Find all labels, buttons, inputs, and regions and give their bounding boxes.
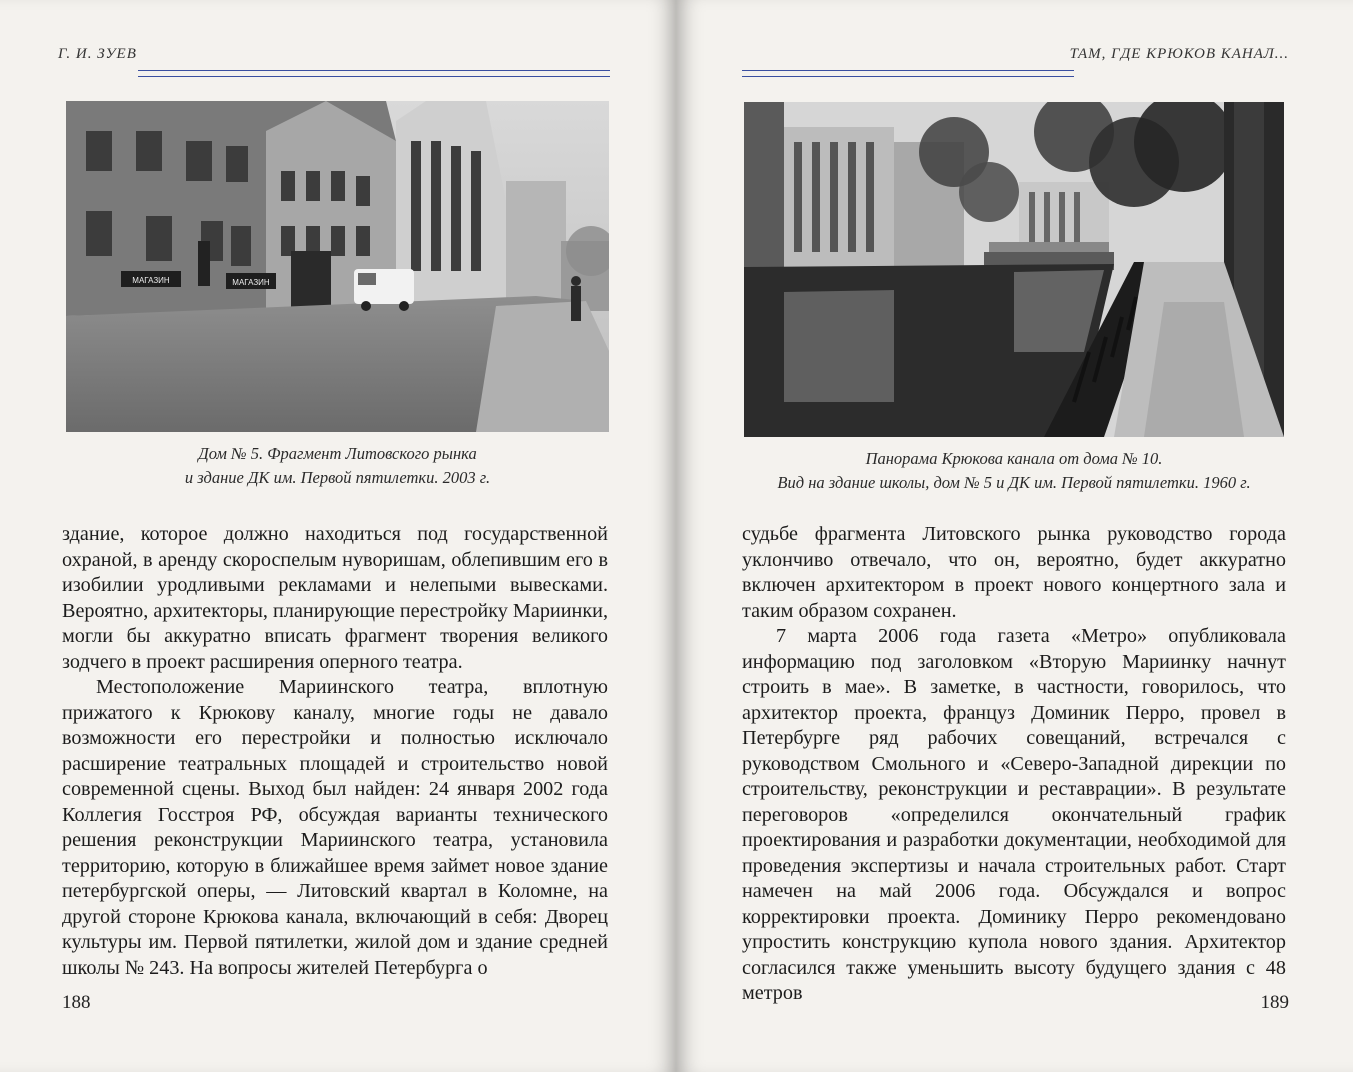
- photo-street-market: [66, 101, 609, 432]
- caption-line: и здание ДК им. Первой пятилетки. 2003 г.: [184, 468, 491, 487]
- body-text-right: [742, 522, 1286, 1007]
- right-page: [676, 0, 1353, 1072]
- header-rule-thin: [138, 76, 610, 77]
- photo-street-market-drawing: [66, 101, 609, 432]
- paragraph: 7 марта 2006 года газета «Метро» опубликовала информацию под заголовком «Вторую Мариинку начнут строить в мае». В заметке, в частности, говорилось, что архитектор проекта, француз Доминик Перро, провел в Петербурге ряд рабочих совещаний, встречался с руководством Смольного и «Северо-Западной дирекции по строительству, реконструкции и реставрации». В результате переговоров «определился окончательный график проектирования и разработки документации, необходимой для проведения экспертизы и начала строительных работ. Старт намечен на май 2006 года. Обсуждался и вопрос корректировки проекта. Доминику Перро рекомендовано упростить конструкцию купола нового здания. Архитектор согласился также уменьшить высоту будущего здания с 48 метров: [742, 625, 1286, 1004]
- photo-caption-right: [744, 447, 1284, 495]
- body-text-left: [62, 522, 608, 981]
- header-rule: [138, 70, 610, 71]
- shop-sign-2: МАГАЗИН: [232, 278, 270, 287]
- photo-kryukov-canal: [744, 102, 1284, 437]
- header-rule: [742, 70, 1074, 71]
- running-head-chapter: ТАМ, ГДЕ КРЮКОВ КАНАЛ...: [1069, 46, 1289, 62]
- paragraph: здание, которое должно находиться под государственной охраной, в аренду скороспелым нуворишам, облепившим его в изобилии уродливыми рекламами и нелепыми вывесками. Вероятно, архитекторы, планирующие перестройку Мариинки, могли бы аккуратно вписать фрагмент творения великого зодчего в проект расширения оперного театра.: [62, 523, 608, 673]
- running-head-author: Г. И. ЗУЕВ: [58, 46, 137, 62]
- caption-line: Дом № 5. Фрагмент Литовского рынка: [198, 444, 477, 463]
- caption-line: Вид на здание школы, дом № 5 и ДК им. Первой пятилетки. 1960 г.: [777, 473, 1251, 492]
- caption-line: Панорама Крюкова канала от дома № 10.: [865, 449, 1163, 468]
- left-page: [0, 0, 676, 1072]
- page-number-right: 189: [1260, 992, 1289, 1013]
- photo-caption-left: [66, 442, 609, 490]
- page-number-left: 188: [62, 992, 91, 1013]
- paragraph: Местоположение Мариинского театра, вплотную прижатого к Крюкову каналу, многие годы не давало возможности его перестройки и полностью исключало расширение театральных площадей и строительство новой современной сцены. Выход был найден: 24 января 2002 года Коллегия Госстроя РФ, обсуждая варианты технического решения реконструкции Мариинского театра, установила территорию, которую в ближайшее время займет новое здание петербургской оперы, — Литовский квартал в Коломне, на другой стороне Крюкова канала, включающий в себя: Дворец культуры им. Первой пятилетки, жилой дом и здание средней школы № 243. На вопросы жителей Петербурга о: [62, 676, 608, 979]
- photo-kryukov-canal-drawing: [744, 102, 1284, 437]
- shop-sign-1: МАГАЗИН: [132, 276, 170, 285]
- header-rule-thin: [742, 76, 1074, 77]
- paragraph: судьбе фрагмента Литовского рынка руководство города уклончиво отвечало, что он, вероятно, будет аккуратно включен архитектором в проект нового концертного зала и таким образом сохранен.: [742, 523, 1286, 622]
